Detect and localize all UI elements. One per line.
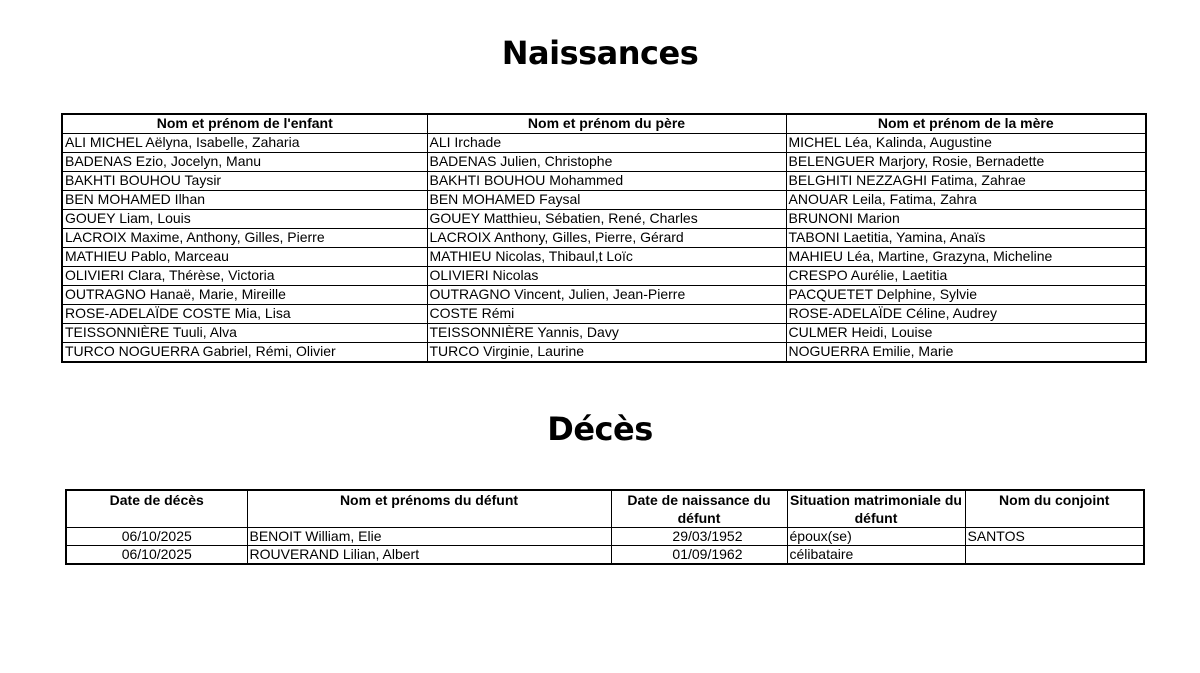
table-row	[62, 229, 1146, 248]
mother-name: TABONI Laetitia, Yamina, Anaïs	[786, 229, 1146, 248]
table-row	[62, 343, 1146, 363]
table-row	[62, 248, 1146, 267]
table-row	[62, 191, 1146, 210]
spouse-name	[965, 546, 1144, 565]
father-name: OUTRAGNO Vincent, Julien, Jean-Pierre	[427, 286, 786, 305]
births-table	[61, 113, 1147, 363]
deaths-header-row	[66, 490, 1144, 528]
father-name: LACROIX Anthony, Gilles, Pierre, Gérard	[427, 229, 786, 248]
table-row	[62, 324, 1146, 343]
father-name: BAKHTI BOUHOU Mohammed	[427, 172, 786, 191]
spouse-name: SANTOS	[965, 528, 1144, 546]
header-marital-status: Situation matrimoniale du défunt	[787, 490, 965, 528]
table-row	[62, 210, 1146, 229]
header-birth-date: Date de naissance du défunt	[611, 490, 787, 528]
mother-name: ROSE-ADELAÏDE Céline, Audrey	[786, 305, 1146, 324]
mother-name: ANOUAR Leila, Fatima, Zahra	[786, 191, 1146, 210]
father-name: ALI Irchade	[427, 134, 786, 153]
table-row	[62, 286, 1146, 305]
marital-status: époux(se)	[787, 528, 965, 546]
deaths-title: Décès	[547, 410, 653, 448]
marital-status: célibataire	[787, 546, 965, 565]
mother-name: NOGUERRA Emilie, Marie	[786, 343, 1146, 363]
father-name: COSTE Rémi	[427, 305, 786, 324]
table-row	[62, 172, 1146, 191]
deceased-name: BENOIT William, Elie	[247, 528, 611, 546]
child-name: TEISSONNIÈRE Tuuli, Alva	[62, 324, 427, 343]
births-title: Naissances	[501, 34, 699, 72]
table-row	[62, 267, 1146, 286]
father-name: TEISSONNIÈRE Yannis, Davy	[427, 324, 786, 343]
mother-name: MAHIEU Léa, Martine, Grazyna, Micheline	[786, 248, 1146, 267]
header-death-date: Date de décès	[66, 490, 247, 528]
header-spouse-name: Nom du conjoint	[965, 490, 1144, 528]
birth-date: 29/03/1952	[611, 528, 787, 546]
father-name: GOUEY Matthieu, Sébatien, René, Charles	[427, 210, 786, 229]
death-date: 06/10/2025	[66, 546, 247, 565]
child-name: ALI MICHEL Aëlyna, Isabelle, Zaharia	[62, 134, 427, 153]
child-name: TURCO NOGUERRA Gabriel, Rémi, Olivier	[62, 343, 427, 363]
mother-name: MICHEL Léa, Kalinda, Augustine	[786, 134, 1146, 153]
mother-name: CRESPO Aurélie, Laetitia	[786, 267, 1146, 286]
father-name: TURCO Virginie, Laurine	[427, 343, 786, 363]
table-row	[62, 153, 1146, 172]
mother-name: BELGHITI NEZZAGHI Fatima, Zahrae	[786, 172, 1146, 191]
birth-date: 01/09/1962	[611, 546, 787, 565]
child-name: BADENAS Ezio, Jocelyn, Manu	[62, 153, 427, 172]
header-deceased-name: Nom et prénoms du défunt	[247, 490, 611, 528]
mother-name: PACQUETET Delphine, Sylvie	[786, 286, 1146, 305]
death-date: 06/10/2025	[66, 528, 247, 546]
header-father-name: Nom et prénom du père	[427, 114, 786, 134]
child-name: BAKHTI BOUHOU Taysir	[62, 172, 427, 191]
mother-name: BELENGUER Marjory, Rosie, Bernadette	[786, 153, 1146, 172]
child-name: LACROIX Maxime, Anthony, Gilles, Pierre	[62, 229, 427, 248]
table-row	[62, 134, 1146, 153]
father-name: MATHIEU Nicolas, Thibaul,t Loïc	[427, 248, 786, 267]
child-name: BEN MOHAMED Ilhan	[62, 191, 427, 210]
child-name: OUTRAGNO Hanaë, Marie, Mireille	[62, 286, 427, 305]
mother-name: BRUNONI Marion	[786, 210, 1146, 229]
header-child-name: Nom et prénom de l'enfant	[62, 114, 427, 134]
table-row	[66, 546, 1144, 565]
child-name: OLIVIERI Clara, Thérèse, Victoria	[62, 267, 427, 286]
child-name: MATHIEU Pablo, Marceau	[62, 248, 427, 267]
child-name: GOUEY Liam, Louis	[62, 210, 427, 229]
deaths-table	[65, 489, 1145, 565]
table-row	[66, 528, 1144, 546]
father-name: OLIVIERI Nicolas	[427, 267, 786, 286]
mother-name: CULMER Heidi, Louise	[786, 324, 1146, 343]
father-name: BADENAS Julien, Christophe	[427, 153, 786, 172]
child-name: ROSE-ADELAÏDE COSTE Mia, Lisa	[62, 305, 427, 324]
table-row	[62, 305, 1146, 324]
father-name: BEN MOHAMED Faysal	[427, 191, 786, 210]
deceased-name: ROUVERAND Lilian, Albert	[247, 546, 611, 565]
header-mother-name: Nom et prénom de la mère	[786, 114, 1146, 134]
births-header-row	[62, 114, 1146, 134]
